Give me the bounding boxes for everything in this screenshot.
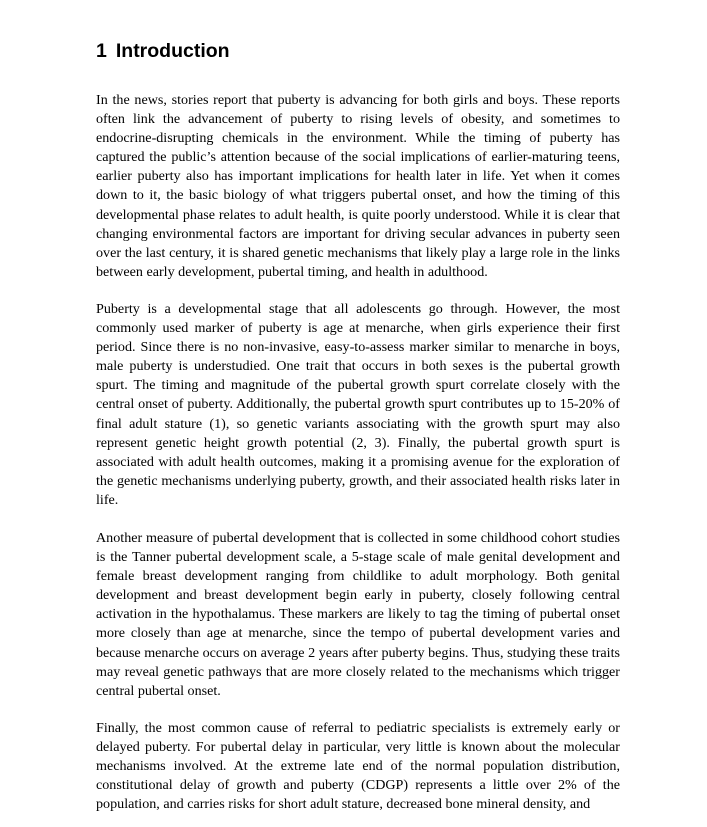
paragraph-puberty-news: In the news, stories report that puberty is advancing for both girls and boys. These reports often link the advancement of puberty to rising levels of obesity, and sometimes to endocrine-disrupting chemicals in the environment. While the timing of puberty has captured the public’s attention because of the social implications of earlier-maturing teens, earlier puberty also has important implications for health later in life. Yet when it comes down to it, the basic biology of what triggers pubertal onset, and how the timing of this developmental phase relates to adult health, is quite poorly understood. While it is clear that changing environmental factors are important for driving secular advances in puberty seen over the last century, it is shared genetic mechanisms that likely play a large role in the links between early development, pubertal timing, and health in adulthood. [96,92,620,280]
paragraph-tanner-scale: Another measure of pubertal development that is collected in some childhood cohort studies is the Tanner pubertal development scale, a 5-stage scale of male genital development and female breast development ranging from childlike to adult morphology. Both genital development and breast development begin early in puberty, closely following central activation in the hypothalamus. These markers are likely to tag the timing of pubertal onset more closely than age at menarche, since the tempo of pubertal development varies and because menarche occurs on average 2 years after puberty begins. Thus, studying these traits may reveal genetic pathways that are more closely related to the mechanisms which trigger central pubertal onset. [96,530,620,699]
section-title: Introduction [115,40,230,62]
paragraph-growth-spurt: Puberty is a developmental stage that all adolescents go through. However, the most commonly used marker of puberty is age at menarche, when girls experience their first period. Since there is no non-invasive, easy-to-assess marker similar to menarche in boys, male puberty is understudied. One trait that occurs in both sexes is the pubertal growth spurt. The timing and magnitude of the pubertal growth spurt correlate closely with the central onset of puberty. Additionally, the pubertal growth spurt contributes up to 15-20% of final adult stature (1), so genetic variants associating with the growth spurt may also represent genetic height growth potential (2, 3). Finally, the pubertal growth spurt is associated with adult health outcomes, making it a promising avenue for the exploration of the genetic mechanisms underlying puberty, growth, and their associated health risks later in life. [96,301,620,508]
section-heading [96,40,230,63]
paragraph-delayed-puberty: Finally, the most common cause of referral to pediatric specialists is extremely early or delayed puberty. For pubertal delay in particular, very little is known about the molecular mechanisms involved. At the extreme late end of the normal population distribution, constitutional delay of growth and puberty (CDGP) represents a little over 2% of the population, and carries risks for short adult stature, decreased bone mineral density, and [96,720,620,813]
section-number: 1 [96,40,107,62]
